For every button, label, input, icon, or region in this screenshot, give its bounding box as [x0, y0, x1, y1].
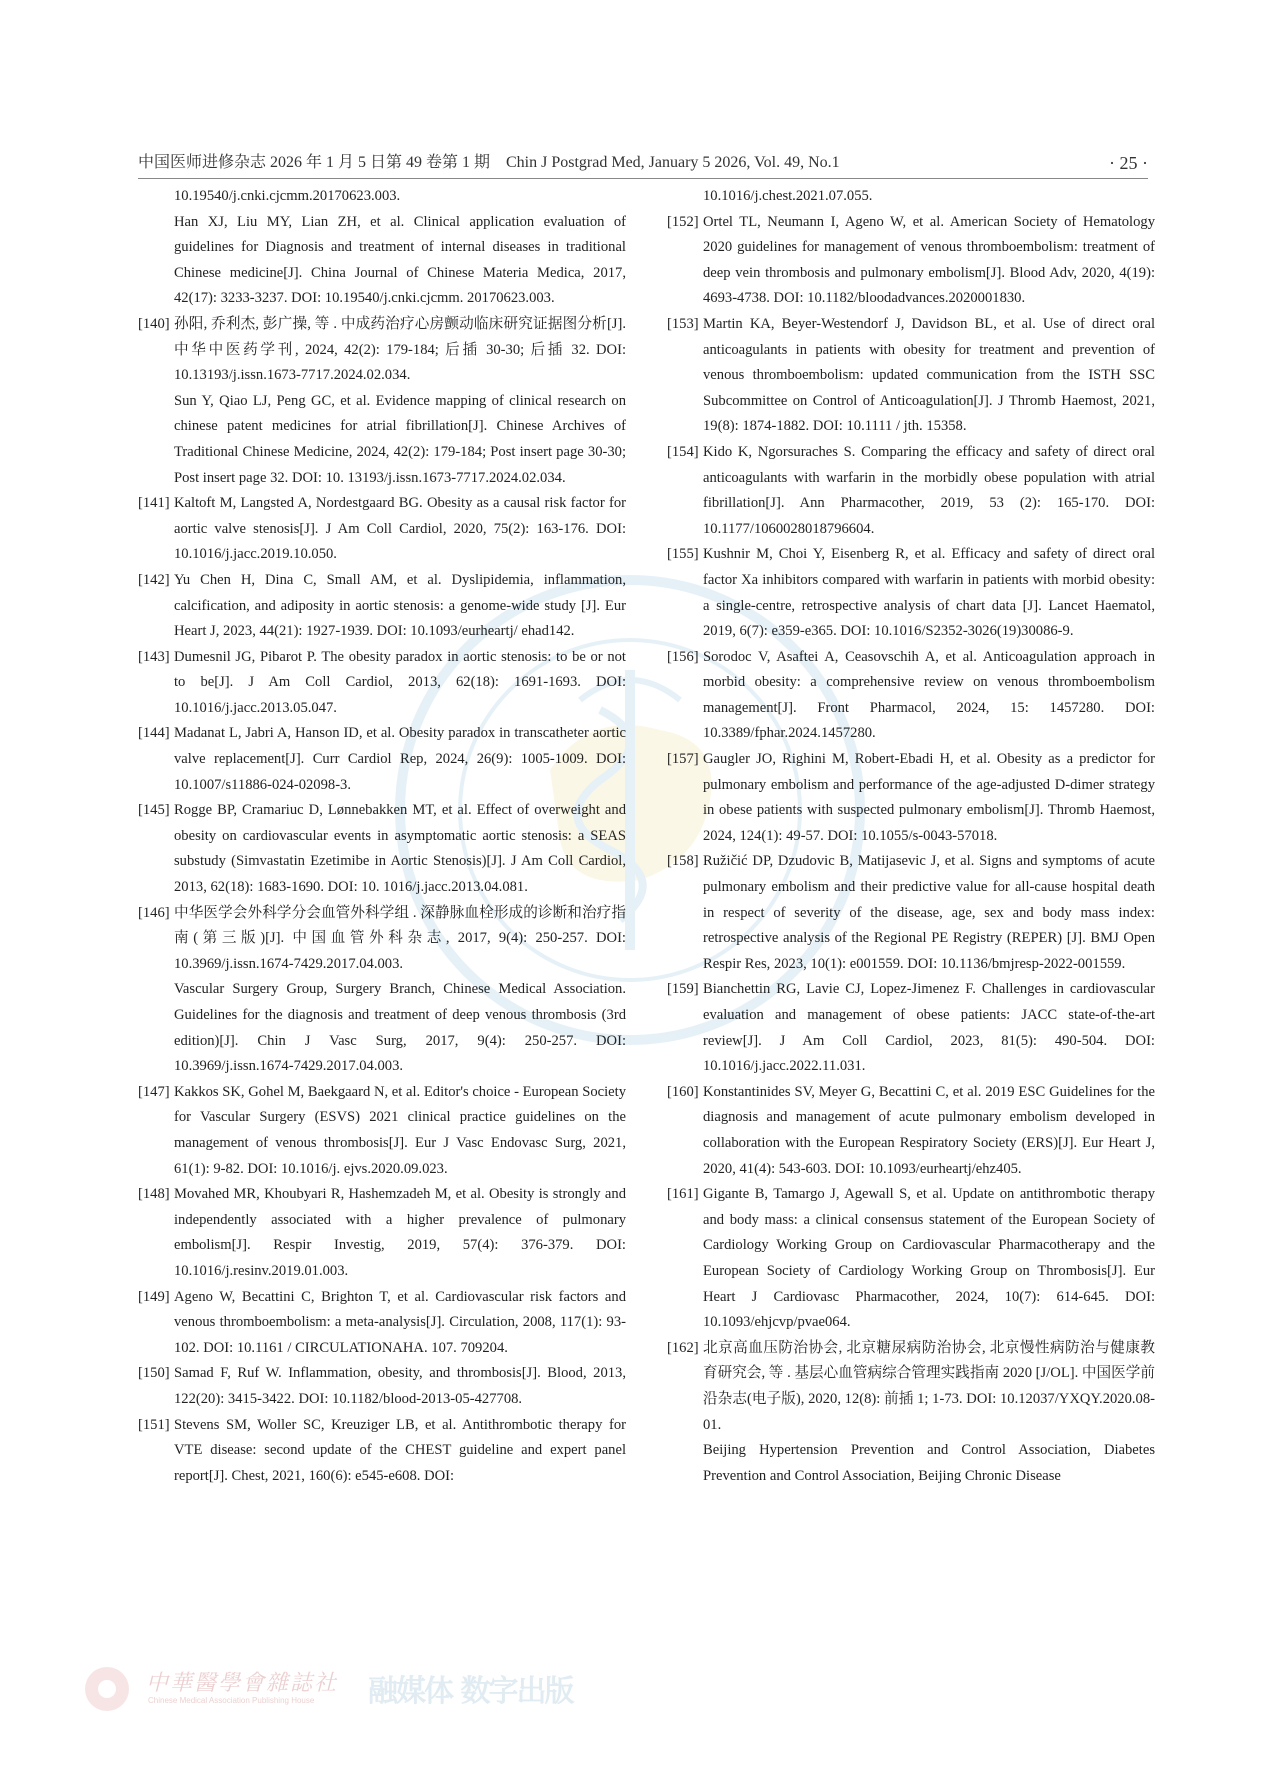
- reference-entry: [138, 1413, 626, 1490]
- reference-entry: [667, 645, 1155, 747]
- reference-number: [154]: [667, 443, 699, 460]
- reference-text: Samad F, Ruf W. Inflammation, obesity, and thrombosis[J]. Blood, 2013, 122(20): 3415-3422. DOI: 10.1182/blood-2013-05-427708.: [174, 1365, 626, 1407]
- reference-text: Han XJ, Liu MY, Lian ZH, et al. Clinical application evaluation of guidelines for Diagnosis and treatment of internal diseases in traditional Chinese medicine[J]. China Journal of Chinese Materia Medica, 2017, 42(17): 3233-3237. DOI: 10.19540/j.cnki.cjcmm. 20170623.003.: [174, 213, 626, 307]
- reference-text: Rogge BP, Cramariuc D, Lønnebakken MT, et al. Effect of overweight and obesity on cardiovascular events in asymptomatic aortic stenosis: a SEAS substudy (Simvastatin Ezetimibe in Aortic Stenosis)[J]. J Am Coll Cardiol, 2013, 62(18): 1683-1690. DOI: 10. 1016/j.jacc.2013.04.081.: [174, 802, 626, 896]
- reference-text: Madanat L, Jabri A, Hanson ID, et al. Obesity paradox in transcatheter aortic valve replacement[J]. Curr Cardiol Rep, 2024, 26(9): 1005-1009. DOI: 10.1007/s11886-024-02098-3.: [174, 725, 626, 793]
- reference-number: [157]: [667, 751, 699, 768]
- publisher-flower-icon: [82, 1664, 132, 1714]
- reference-number: [148]: [138, 1186, 170, 1203]
- reference-entry: [138, 184, 626, 210]
- reference-entry: [667, 1336, 1155, 1438]
- reference-entry: [667, 849, 1155, 977]
- media-logos: 融媒体 数字出版: [368, 1674, 573, 1709]
- reference-text: Martin KA, Beyer-Westendorf J, Davidson BL, et al. Use of direct oral anticoagulants in patients with obesity for treatment and prevention of venous thromboembolism: updated communication from the ISTH SSC Subcommittee on Control of Anticoagulation[J]. J Thromb Haemost, 2021, 19(8): 1874-1882. DOI: 10.1111 / jth. 15358.: [703, 315, 1155, 435]
- reference-text: Kakkos SK, Gohel M, Baekgaard N, et al. Editor's choice - European Society for Vascular Surgery (ESVS) 2021 clinical practice guidelines on the management of venous thrombosis[J]. Eur J Vasc Endovasc Surg, 2021, 61(1): 9-82. DOI: 10.1016/j. ejvs.2020.09.023.: [174, 1083, 626, 1177]
- reference-number: [149]: [138, 1288, 170, 1305]
- reference-text: Kaltoft M, Langsted A, Nordestgaard BG. Obesity as a causal risk factor for aortic valve stenosis[J]. J Am Coll Cardiol, 2020, 75(2): 163-176. DOI: 10.1016/j.jacc.2019.10.050.: [174, 495, 626, 563]
- reference-entry: [138, 1182, 626, 1284]
- journal-citation: 中国医师进修杂志 2026 年 1 月 5 日第 49 卷第 1 期 Chin J Postgrad Med, January 5 2026, Vol. 49, No.1: [138, 154, 840, 171]
- reference-text: 北京高血压防治协会, 北京糖尿病防治协会, 北京慢性病防治与健康教育研究会, 等 . 基层心血管病综合管理实践指南 2020 [J/OL]. 中国医学前沿杂志(电子版), 2020, 12(8): 前插 1; 1-73. DOI: 10.12037/YXQY.2020.08-01.: [703, 1339, 1155, 1433]
- reference-number: [140]: [138, 315, 170, 332]
- reference-column-right: [667, 184, 1155, 1489]
- reference-text: Kushnir M, Choi Y, Eisenberg R, et al. Efficacy and safety of direct oral factor Xa inhibitors compared with warfarin in patients with morbid obesity: a single-centre, retrospective analysis of chart data [J]. Lancet Haematol, 2019, 6(7): e359-e365. DOI: 10.1016/S2352-3026(19)30086-9.: [703, 546, 1155, 640]
- reference-text: 孙阳, 乔利杰, 彭广操, 等 . 中成药治疗心房颤动临床研究证据图分析[J]. 中华中医药学刊, 2024, 42(2): 179-184; 后插 30-30; 后插 32. DOI: 10.13193/j.issn.1673-7717.2024.02.034.: [174, 315, 626, 384]
- running-header: [138, 148, 1148, 179]
- reference-text: Bianchettin RG, Lavie CJ, Lopez-Jimenez F. Challenges in cardiovascular evaluation and management of obese patients: JACC state-of-the-art review[J]. J Am Coll Cardiol, 2023, 81(5): 490-504. DOI: 10.1016/j.jacc.2022.11.031.: [703, 981, 1155, 1075]
- reference-text: Gigante B, Tamargo J, Agewall S, et al. Update on antithrombotic therapy and body mass: a clinical consensus statement of the European Society of Cardiology Working Group on Cardiovascular Pharmacotherapy and the European Society of Cardiology Working Group on Thrombosis[J]. Eur Heart J Cardiovasc Pharmacother, 2024, 10(7): 614-645. DOI: 10.1093/ehjcvp/pvae064.: [703, 1186, 1155, 1331]
- reference-text: 10.1016/j.chest.2021.07.055.: [703, 188, 873, 204]
- publisher-name-english: Chinese Medical Association Publishing House: [148, 1696, 315, 1705]
- reference-entry: [667, 1438, 1155, 1489]
- reference-text: Ružičić DP, Dzudovic B, Matijasevic J, et al. Signs and symptoms of acute pulmonary embolism and their predictive value for all-cause hospital death in respect of severity of the disease, age, sex and body mass index: retrospective analysis of the Regional PE Registry (REPER) [J]. BMJ Open Respir Res, 2023, 10(1): e001559. DOI: 10.1136/bmjresp-2022-001559.: [703, 853, 1155, 972]
- reference-text: Beijing Hypertension Prevention and Control Association, Diabetes Prevention and Control Association, Beijing Chronic Disease: [703, 1442, 1155, 1484]
- reference-entry: [138, 977, 626, 1079]
- reference-entry: [138, 568, 626, 645]
- reference-number: [160]: [667, 1083, 699, 1100]
- reference-number: [144]: [138, 725, 170, 742]
- reference-number: [156]: [667, 648, 699, 665]
- reference-entry: [667, 1080, 1155, 1182]
- reference-number: [155]: [667, 546, 699, 563]
- reference-text: Sun Y, Qiao LJ, Peng GC, et al. Evidence mapping of clinical research on chinese patent medicines for atrial fibrillation[J]. Chinese Archives of Traditional Chinese Medicine, 2024, 42(2): 179-184; Post insert page 30-30; Post insert page 32. DOI: 10. 13193/j.issn.1673-7717.2024.02.034.: [174, 392, 626, 486]
- reference-entry: [138, 721, 626, 798]
- reference-number: [150]: [138, 1365, 170, 1382]
- reference-text: Ageno W, Becattini C, Brighton T, et al. Cardiovascular risk factors and venous thromboembolism: a meta-analysis[J]. Circulation, 2008, 117(1): 93-102. DOI: 10.1161 / CIRCULATIONAHA. 107. 709204.: [174, 1288, 626, 1356]
- reference-entry: [667, 312, 1155, 440]
- reference-entry: [138, 901, 626, 978]
- reference-number: [147]: [138, 1083, 170, 1100]
- publisher-name: 中華醫學會雜誌社: [146, 1671, 339, 1696]
- reference-number: [161]: [667, 1186, 699, 1203]
- reference-text: 中华医学会外科学分会血管外科学组 . 深静脉血栓形成的诊断和治疗指南(第三版)[J]. 中国血管外科杂志, 2017, 9(4): 250-257. DOI: 10.3969/j.issn.1674-7429.2017.04.003.: [174, 904, 626, 972]
- reference-entry: [138, 798, 626, 900]
- reference-text: Movahed MR, Khoubyari R, Hashemzadeh M, et al. Obesity is strongly and independently associated with a higher prevalence of pulmonary embolism[J]. Respir Investig, 2019, 57(4): 376-379. DOI: 10.1016/j.resinv.2019.01.003.: [174, 1186, 626, 1279]
- reference-entry: [667, 210, 1155, 312]
- reference-text: Yu Chen H, Dina C, Small AM, et al. Dyslipidemia, inflammation, calcification, and adiposity in aortic stenosis: a genome-wide study [J]. Eur Heart J, 2023, 44(21): 1927-1939. DOI: 10.1093/eurheartj/ ehad142.: [174, 571, 626, 640]
- reference-entry: [667, 1182, 1155, 1336]
- reference-entry: [138, 1361, 626, 1412]
- reference-text: 10.19540/j.cnki.cjcmm.20170623.003.: [174, 188, 401, 204]
- reference-text: Dumesnil JG, Pibarot P. The obesity paradox in aortic stenosis: to be or not to be[J]. J Am Coll Cardiol, 2013, 62(18): 1691-1693. DOI: 10.1016/j.jacc.2013.05.047.: [174, 648, 626, 716]
- reference-text: Gaugler JO, Righini M, Robert-Ebadi H, et al. Obesity as a predictor for pulmonary embolism and performance of the age-adjusted D-dimer strategy in obese patients with suspected pulmonary embolism[J]. Thromb Haemost, 2024, 124(1): 49-57. DOI: 10.1055/s-0043-57018.: [703, 751, 1155, 844]
- reference-entry: [138, 491, 626, 568]
- reference-text: Vascular Surgery Group, Surgery Branch, Chinese Medical Association. Guidelines for the diagnosis and treatment of deep venous thrombosis (3rd edition)[J]. Chin J Vasc Surg, 2017, 9(4): 250-257. DOI: 10.3969/j.issn.1674-7429.2017.04.003.: [174, 981, 626, 1075]
- reference-number: [152]: [667, 213, 699, 230]
- reference-number: [153]: [667, 315, 699, 332]
- page-number: · 25 ·: [1109, 153, 1148, 173]
- reference-number: [158]: [667, 853, 699, 870]
- reference-entry: [667, 977, 1155, 1079]
- reference-number: [146]: [138, 904, 170, 921]
- reference-number: [151]: [138, 1416, 170, 1433]
- reference-number: [143]: [138, 648, 170, 665]
- reference-number: [162]: [667, 1339, 699, 1356]
- reference-number: [142]: [138, 571, 170, 588]
- reference-entry: [138, 1285, 626, 1362]
- reference-number: [141]: [138, 495, 170, 512]
- reference-entry: [667, 184, 1155, 210]
- reference-column-left: [138, 184, 626, 1489]
- reference-entry: [138, 312, 626, 389]
- reference-entry: [667, 440, 1155, 542]
- reference-entry: [138, 210, 626, 312]
- reference-entry: [667, 542, 1155, 644]
- reference-text: Konstantinides SV, Meyer G, Becattini C, et al. 2019 ESC Guidelines for the diagnosis and management of acute pulmonary embolism developed in collaboration with the European Respiratory Society (ERS)[J]. Eur Heart J, 2020, 41(4): 543-603. DOI: 10.1093/eurheartj/ehz405.: [703, 1083, 1155, 1177]
- reference-text: Ortel TL, Neumann I, Ageno W, et al. American Society of Hematology 2020 guidelines for management of venous thromboembolism: treatment of deep vein thrombosis and pulmonary embolism[J]. Blood Adv, 2020, 4(19): 4693-4738. DOI: 10.1182/bloodadvances.2020001830.: [703, 213, 1155, 307]
- reference-entry: [138, 645, 626, 722]
- reference-entry: [667, 747, 1155, 849]
- publisher-footer: [82, 1660, 682, 1720]
- reference-number: [159]: [667, 981, 699, 998]
- reference-text: Kido K, Ngorsuraches S. Comparing the efficacy and safety of direct oral anticoagulants with warfarin in the morbidly obese population with atrial fibrillation[J]. Ann Pharmacother, 2019, 53 (2): 165-170. DOI: 10.1177/1060028018796604.: [703, 443, 1155, 537]
- reference-text: Stevens SM, Woller SC, Kreuziger LB, et al. Antithrombotic therapy for VTE disease: second update of the CHEST guideline and expert panel report[J]. Chest, 2021, 160(6): e545-e608. DOI:: [174, 1416, 626, 1484]
- reference-entry: [138, 1080, 626, 1182]
- reference-text: Sorodoc V, Asaftei A, Ceasovschih A, et al. Anticoagulation approach in morbid obesity: a comprehensive review on venous thromboembolism management[J]. Front Pharmacol, 2024, 15: 1457280. DOI: 10.3389/fphar.2024.1457280.: [703, 648, 1155, 742]
- reference-number: [145]: [138, 802, 170, 819]
- reference-entry: [138, 389, 626, 491]
